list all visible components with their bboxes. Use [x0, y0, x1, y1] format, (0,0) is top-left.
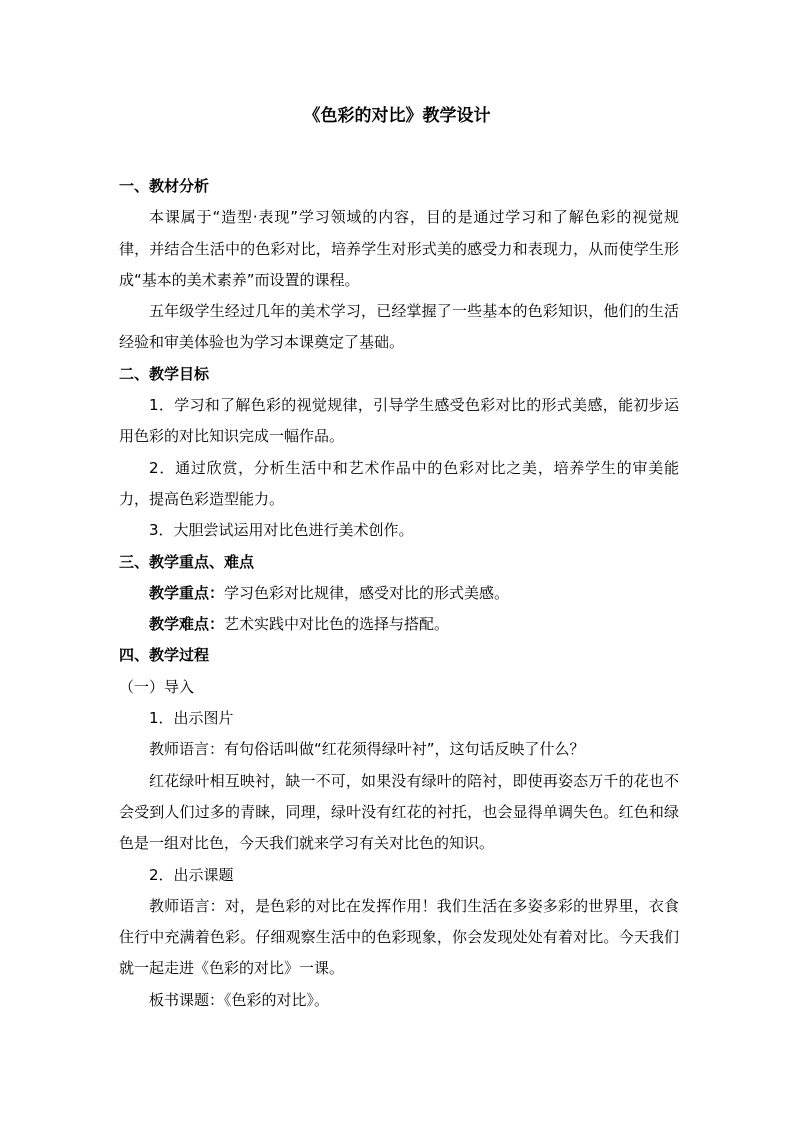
analysis-paragraph-2: 五年级学生经过几年的美术学习，已经掌握了一些基本的色彩知识，他们的生活经验和审美体验也为学习本课奠定了基础。 [119, 302, 679, 352]
difficulty-label: 教学难点： [149, 615, 225, 634]
step-1-paragraph: 红花绿叶相互映衬，缺一不可，如果没有绿叶的陪衬，即使再姿态万千的花也不会受到人们过多的青睐，同理，绿叶没有红花的衬托，也会显得单调失色。红色和绿色是一组对比色，今天我们就来学习有关对比色的知识。 [119, 771, 679, 853]
goal-item-1: 1．学习和了解色彩的视觉规律，引导学生感受色彩对比的形式美感，能初步运用色彩的对比知识完成一幅作品。 [119, 396, 679, 446]
goal-item-3: 3．大胆尝试运用对比色进行美术创作。 [149, 521, 414, 540]
step-2-board: 板书课题：《色彩的对比》。 [149, 990, 330, 1009]
step-2-speech: 教师语言：对，是色彩的对比在发挥作用！我们生活在多姿多彩的世界里，衣食住行中充满着色彩。仔细观察生活中的色彩现象，你会发现处处有着对比。今天我们就一起走进《色彩的对比》一课。 [119, 896, 679, 978]
difficulty-line [119, 609, 679, 640]
document-title: 《色彩的对比》教学设计 [303, 106, 491, 126]
section-heading-process: 四、教学过程 [119, 646, 210, 665]
analysis-paragraph-1: 本课属于“造型·表现”学习领域的内容，目的是通过学习和了解色彩的视觉规律，并结合生活中的色彩对比，培养学生对形式美的感受力和表现力，从而使学生形成“基本的美术素养”而设置的课程。 [119, 208, 679, 289]
subsection-intro: （一）导入 [119, 677, 195, 696]
section-heading-analysis: 一、教材分析 [119, 177, 210, 195]
document-body [119, 171, 679, 1016]
section-heading-focus: 三、教学重点、难点 [119, 552, 255, 571]
step-1-heading: 1．出示图片 [149, 709, 234, 728]
key-point-line [119, 578, 679, 609]
difficulty-text: 艺术实践中对比色的选择与搭配。 [224, 615, 450, 634]
step-1-speech: 教师语言：有句俗话叫做“红花须得绿叶衬”，这句话反映了什么？ [149, 740, 585, 759]
key-point-label: 教学重点： [149, 583, 225, 602]
step-2-heading: 2．出示课题 [149, 865, 234, 884]
goal-item-2: 2．通过欣赏，分析生活中和艺术作品中的色彩对比之美，培养学生的审美能力，提高色彩造型能力。 [119, 458, 679, 508]
key-point-text: 学习色彩对比规律，感受对比的形式美感。 [224, 583, 510, 602]
section-heading-goals: 二、教学目标 [119, 364, 210, 383]
